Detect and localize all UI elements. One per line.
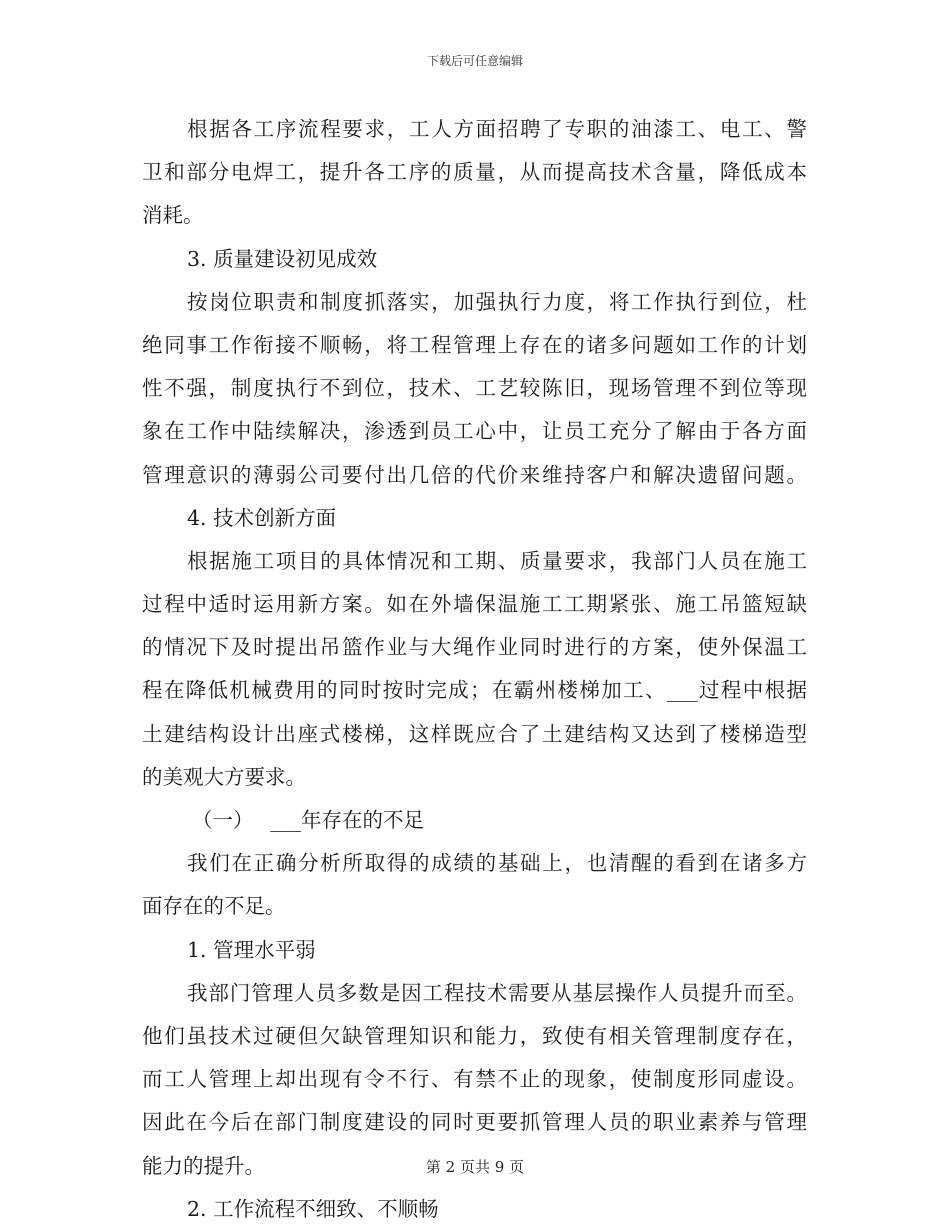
paragraph-line: 的美观大方要求。 (142, 764, 306, 789)
section-heading: （一） ___年存在的不足 (192, 808, 425, 832)
paragraph-line: 我们在正确分析所取得的成绩的基础上，也清醒的看到在诸多方 (187, 851, 807, 876)
paragraph-line: 他们虽技术过硬但欠缺管理知识和能力，致使有相关管理制度存在， (142, 1023, 807, 1048)
paragraph-line: 管理意识的薄弱公司要付出几倍的代价来维持客户和解决遗留问题。 (142, 462, 807, 487)
paragraph-line: 消耗。 (142, 203, 204, 228)
paragraph-line: 我部门管理人员多数是因工程技术需要从基层操作人员提升而至。 (187, 980, 807, 1005)
paragraph-line: 按岗位职责和制度抓落实，加强执行力度，将工作执行到位，杜 (187, 289, 807, 314)
paragraph-line: 土建结构设计出座式楼梯，这样既应合了土建结构又达到了楼梯造型 (142, 721, 807, 746)
paragraph-line: 能力的提升。 (142, 1153, 265, 1178)
paragraph-line: 根据施工项目的具体情况和工期、质量要求，我部门人员在施工 (187, 548, 807, 573)
paragraph-line: 的情况下及时提出吊篮作业与大绳作业同时进行的方案，使外保温工 (142, 635, 807, 660)
paragraph-line: 性不强，制度执行不到位，技术、工艺较陈旧，现场管理不到位等现 (142, 376, 807, 401)
page-header: 下载后可任意编辑 (426, 54, 523, 68)
paragraph-line: 而工人管理上却出现有令不行、有禁不止的现象，使制度形同虚设。 (142, 1067, 807, 1092)
paragraph-line: 面存在的不足。 (142, 894, 286, 919)
section-heading: 3. 质量建设初见成效 (187, 246, 378, 271)
paragraph-line: 过程中适时运用新方案。如在外墙保温施工工期紧张、施工吊篮短缺 (142, 592, 807, 617)
paragraph-line: 卫和部分电焊工，提升各工序的质量，从而提高技术含量，降低成本 (142, 160, 807, 185)
paragraph-line: 绝同事工作衔接不顺畅，将工程管理上存在的诸多问题如工作的计划 (142, 332, 807, 357)
paragraph-line: 因此在今后在部门制度建设的同时更要抓管理人员的职业素养与管理 (142, 1110, 807, 1135)
section-heading: 2. 工作流程不细致、不顺畅 (187, 1196, 439, 1221)
paragraph-line: 象在工作中陆续解决，渗透到员工心中，让员工充分了解由于各方面 (142, 419, 807, 444)
section-heading: 4. 技术创新方面 (187, 505, 337, 530)
page-footer: 第 2 页共 9 页 (425, 1158, 525, 1176)
document-body (142, 108, 807, 1231)
paragraph-line: 根据各工序流程要求，工人方面招聘了专职的油漆工、电工、警 (187, 117, 807, 141)
paragraph-line: 程在降低机械费用的同时按时完成；在霸州楼梯加工、___过程中根据 (142, 678, 807, 703)
section-heading: 1. 管理水平弱 (187, 937, 316, 962)
